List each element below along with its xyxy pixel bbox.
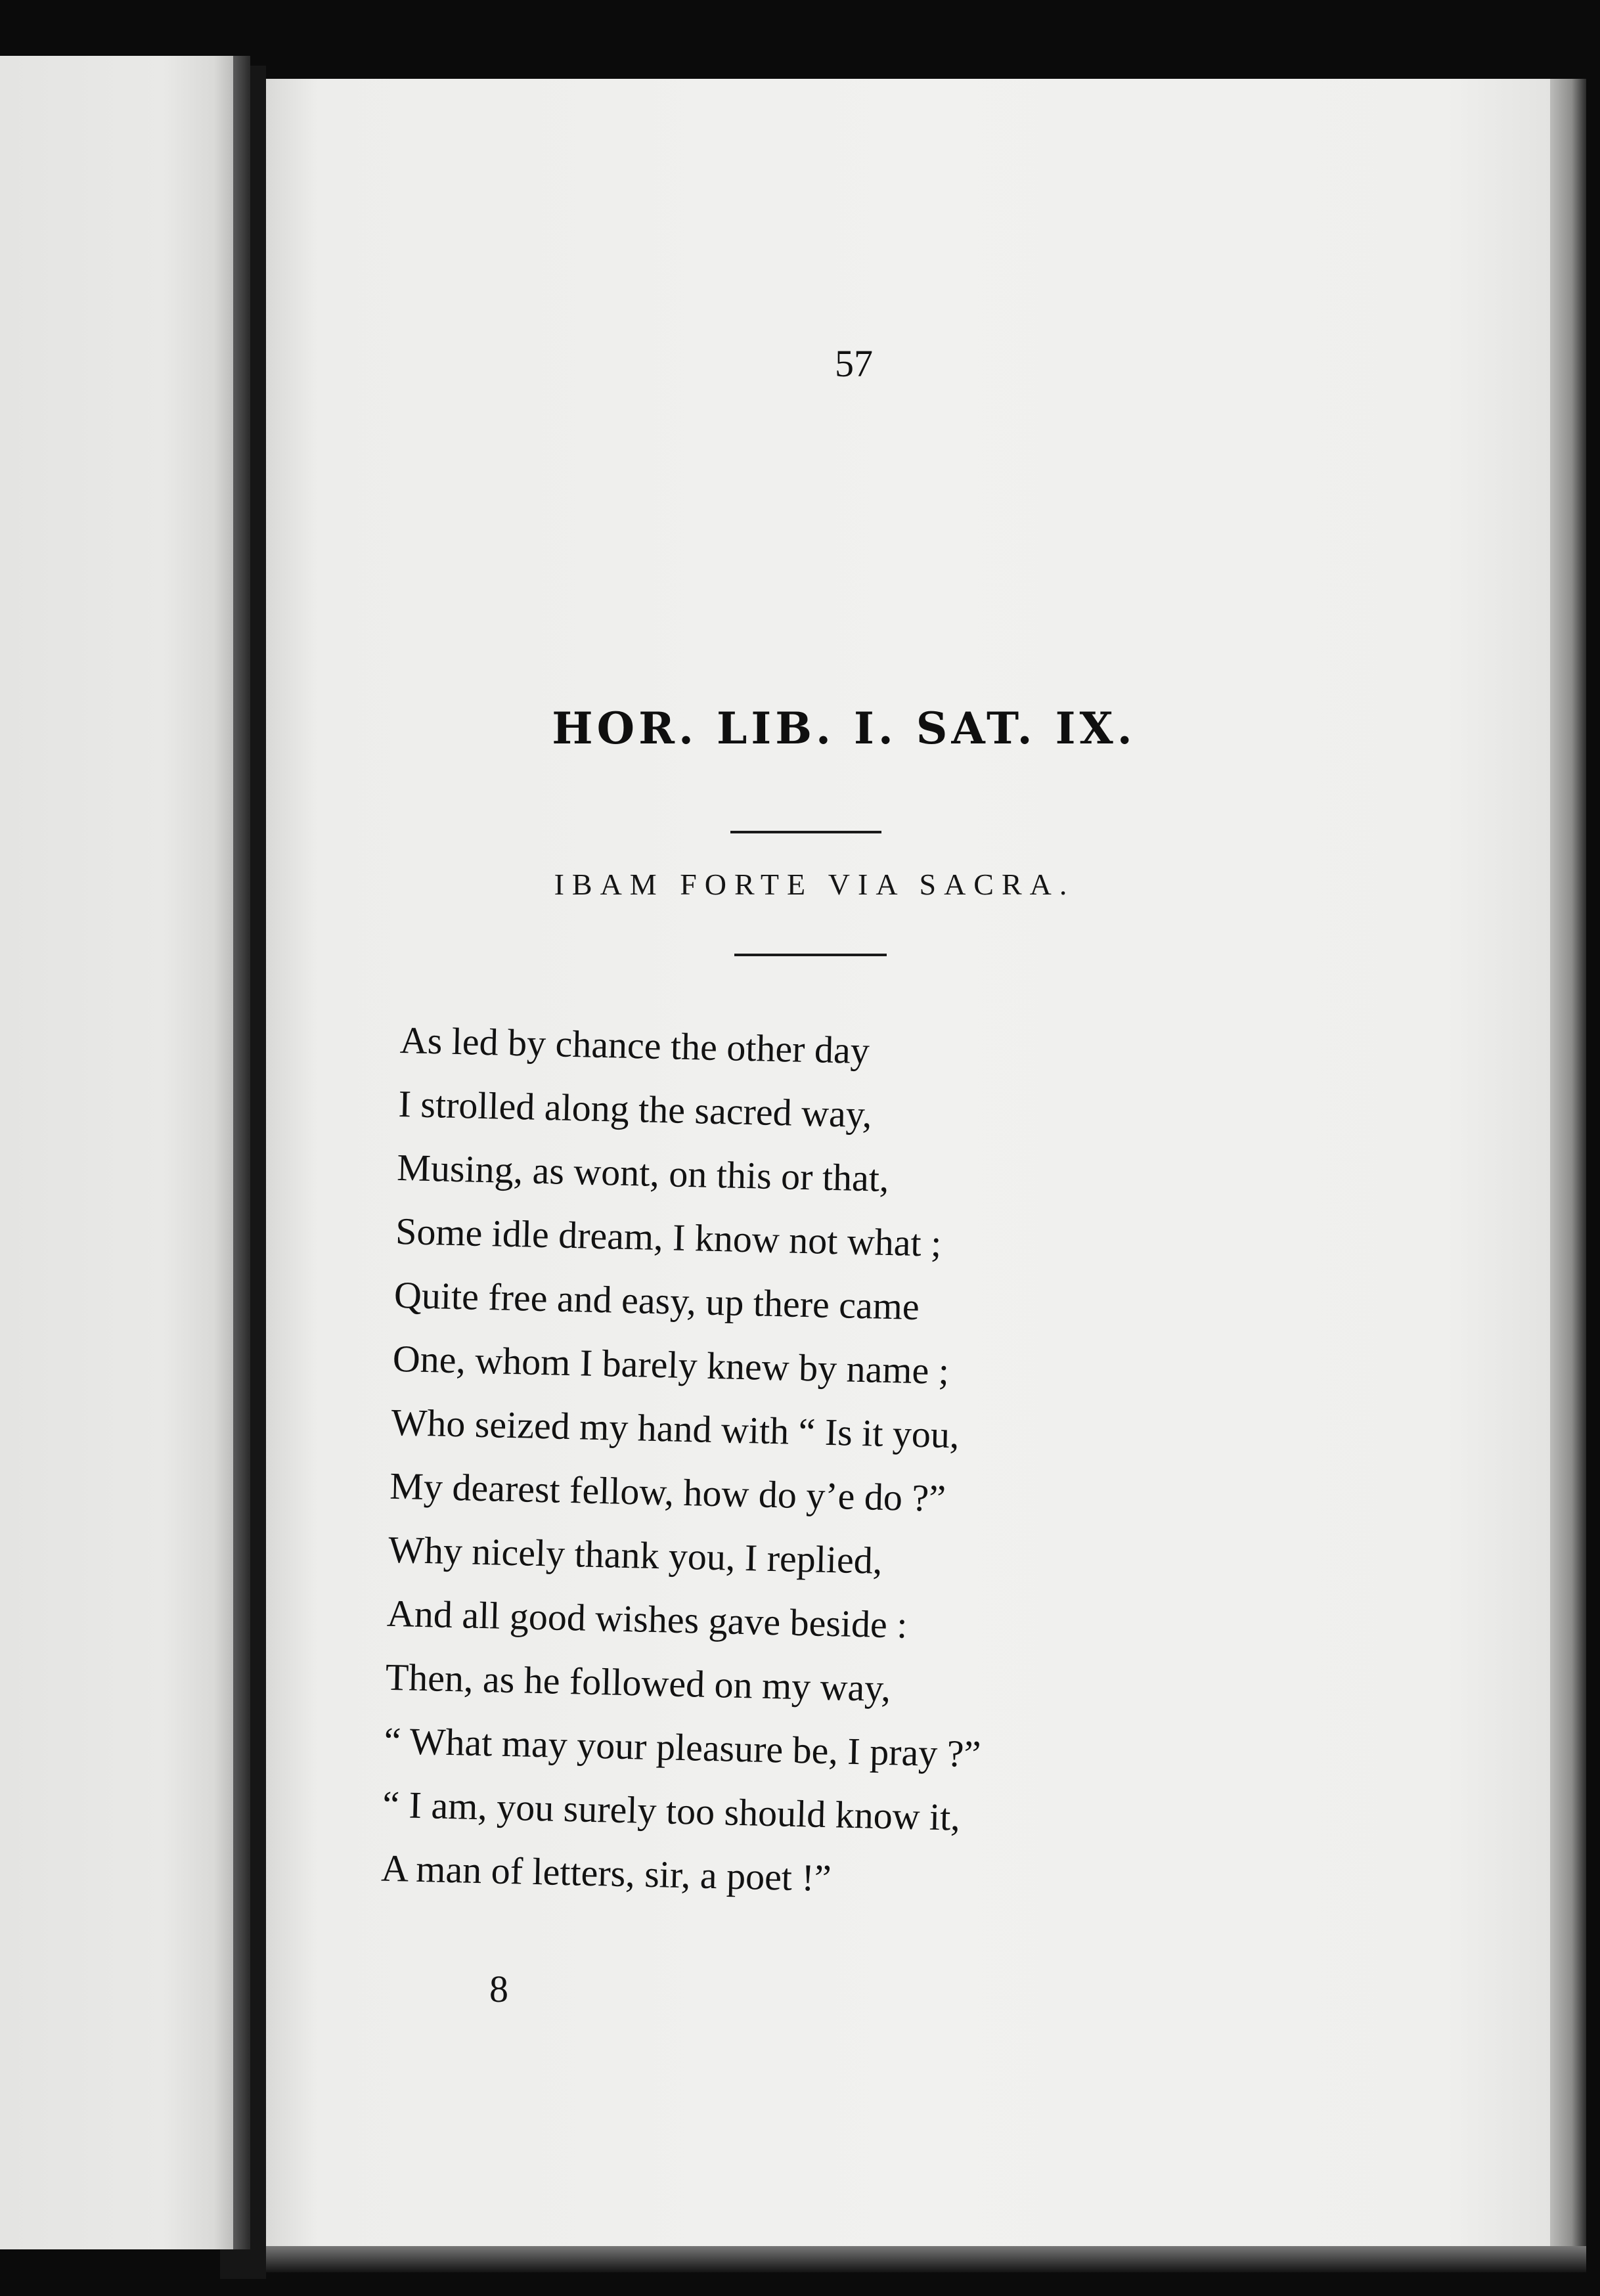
poem-line: One, whom I barely knew by name ;	[392, 1336, 950, 1393]
poem-line: My dearest fellow, how do y’e do ?”	[389, 1464, 946, 1520]
page-bottom-shadow	[266, 2246, 1586, 2272]
poem-line: I strolled along the sacred way,	[397, 1082, 873, 1136]
title-divider	[730, 831, 881, 833]
signature-mark: 8	[489, 1968, 508, 2010]
left-page-gutter	[233, 56, 250, 2249]
poem-line: “ What may your pleasure be, I pray ?”	[383, 1719, 982, 1776]
right-page-edge	[1550, 79, 1586, 2246]
poem-line: As led by chance the other day	[399, 1018, 870, 1072]
poem-subtitle: IBAM FORTE VIA SACRA.	[554, 868, 1075, 901]
poem-line: Why nicely thank you, I replied,	[388, 1528, 883, 1582]
left-page	[0, 56, 233, 2249]
poem-line: A man of letters, sir, a poet !”	[380, 1846, 832, 1900]
page-number: 57	[835, 342, 873, 385]
poem-line: Musing, as wont, on this or that,	[396, 1145, 890, 1200]
poem-body	[380, 1008, 1189, 1918]
poem-line: Some idle dream, I know not what ;	[395, 1209, 943, 1265]
poem-line: “ I am, you surely too should know it,	[382, 1782, 961, 1839]
subtitle-divider	[734, 954, 887, 956]
poem-line: Who seized my hand with “ Is it you,	[390, 1400, 960, 1457]
poem-line: Quite free and easy, up there came	[393, 1273, 920, 1329]
poem-title: HOR. LIB. I. SAT. IX.	[552, 703, 1136, 754]
poem-line: And all good wishes gave beside :	[386, 1591, 908, 1646]
poem-line: Then, as he followed on my way,	[385, 1655, 891, 1710]
